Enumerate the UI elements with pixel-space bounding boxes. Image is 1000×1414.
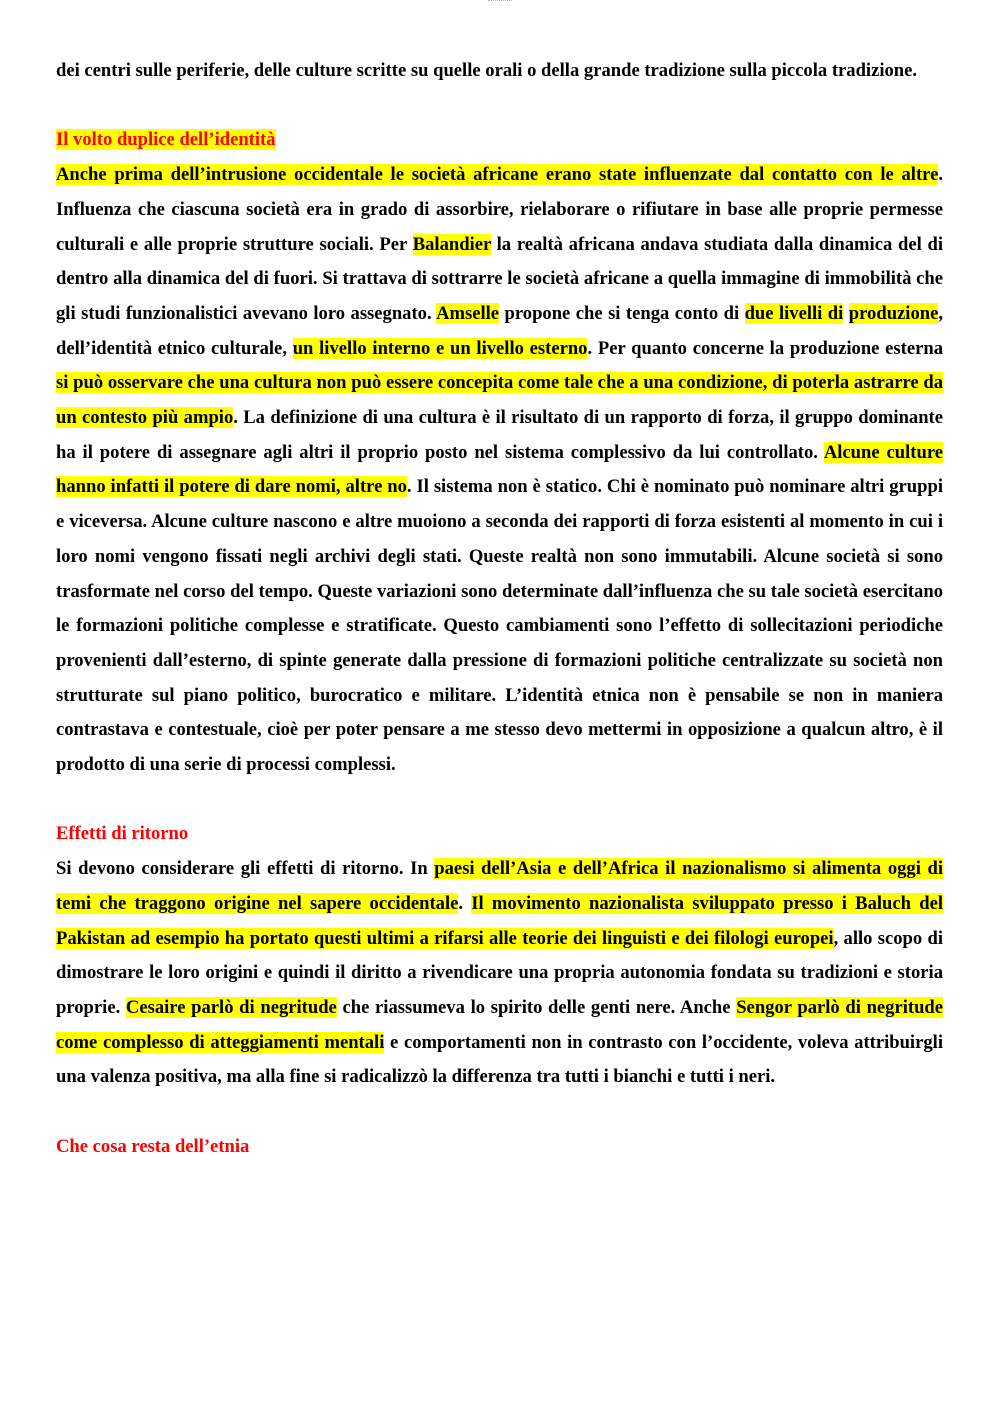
document-page bbox=[56, 54, 943, 1164]
text-run: Si devono considerare gli effetti di ritorno. In bbox=[56, 858, 435, 880]
page-top-marker bbox=[488, 0, 512, 3]
blank-line bbox=[56, 783, 943, 818]
heading-volto-duplice bbox=[56, 123, 943, 158]
heading-che-cosa-resta bbox=[56, 1130, 943, 1165]
text-run: . Influenza che ciascuna società era in grado di assorbire, rielaborare o rifiutare in base alle proprie permesse culturali e alle proprie strutture sociali. Per bbox=[56, 164, 943, 255]
highlighted-text: si può osservare che una cultura non può essere concepita come tale che a una condizione, di poterla astrarre da un contesto più ampio bbox=[56, 372, 943, 429]
highlighted-text: Balandier bbox=[412, 233, 491, 255]
highlighted-text: Alcune culture hanno infatti il potere di dare nomi, altre no bbox=[56, 441, 943, 498]
highlighted-text: produzione bbox=[848, 302, 939, 324]
highlighted-text: paesi dell’Asia e dell’Africa il nazionalismo si alimenta oggi di temi che traggono origine nel sapere occidentale bbox=[56, 858, 943, 914]
highlighted-text: un livello interno e un livello esterno bbox=[292, 337, 588, 359]
paragraph-volto-duplice bbox=[56, 158, 943, 783]
highlighted-text: Sengor parlò di negritude come complesso di atteggiamenti mentali bbox=[56, 996, 944, 1053]
text-run: la realtà africana andava studiata dalla dinamica del di dentro alla dinamica del di fuori. Si trattava di sottrarre le società africane a quella immagine di immobilità che gli studi funzionalistici avevano loro assegnato. bbox=[56, 233, 944, 324]
paragraph-intro-continuation bbox=[56, 54, 943, 89]
paragraph-effetti-ritorno bbox=[56, 852, 943, 1095]
text-run: . bbox=[458, 892, 472, 914]
text-run: Effetti di ritorno bbox=[56, 823, 189, 845]
text-run: . Per quanto concerne la produzione esterna bbox=[587, 337, 944, 359]
text-run: , allo scopo di dimostrare le loro origini e quindi il diritto a rivendicare una propria autonomia fondata su tradizioni e storia proprie. bbox=[56, 927, 944, 1018]
highlighted-text: Cesaire parlò di negritude bbox=[125, 996, 337, 1018]
text-run: . Il sistema non è statico. Chi è nominato può nominare altri gruppi e viceversa. Alcune culture nascono e altre muoiono a seconda dei rapporti di forza esistenti al momento in cui i loro nomi vengono fissati negli archivi degli stati. Queste realtà non sono immutabili. Alcune società si sono trasformate nel corso del tempo. Queste variazioni sono determinate dall’influenza che su tale società esercitano le formazioni politiche complesse e stratificate. Questo cambiamenti sono l’effetto di sollecitazioni periodiche provenienti dall’esterno, di spinte generate dalla pressione di formazioni politiche centralizzate su società non strutturate sul piano politico, burocratico e militare. L’identità etnica non è pensabile se non in maniera contrastava e contestuale, cioè per poter pensare a me stesso devo mettermi in opposizione a qualcun altro, è il prodotto di una serie di processi complessi. bbox=[56, 476, 943, 776]
blank-line bbox=[56, 1095, 943, 1130]
highlighted-text: Il volto duplice dell’identità bbox=[56, 129, 276, 151]
heading-effetti-ritorno bbox=[56, 817, 943, 852]
text-run: e comportamenti non in contrasto con l’occidente, voleva attribuirgli una valenza positiva, ma alla fine si radicalizzò la differenza tra tutti i bianchi e tutti i neri. bbox=[56, 1031, 943, 1088]
text-run: . La definizione di una cultura è il risultato di un rapporto di forza, il gruppo dominante ha il potere di assegnare agli altri il proprio posto nel sistema complessivo da lui controllato. bbox=[56, 407, 943, 463]
highlighted-text: due livelli di bbox=[744, 302, 844, 324]
blank-line bbox=[56, 89, 943, 124]
highlighted-text: Amselle bbox=[436, 302, 500, 324]
text-run bbox=[843, 303, 848, 324]
highlighted-text: Il movimento nazionalista sviluppato presso i Baluch del Pakistan ad esempio ha portato questi ultimi a rifarsi alle teorie dei linguisti e dei filologi europei bbox=[56, 892, 943, 949]
text-run: , dell’identità etnico culturale, bbox=[56, 302, 943, 359]
text-run: che riassumeva lo spirito delle genti nere. Anche bbox=[336, 996, 737, 1018]
highlighted-text: Anche prima dell’intrusione occidentale le società africane erano state influenzate dal contatto con le altre bbox=[56, 164, 939, 186]
text-run: propone che si tenga conto di bbox=[499, 302, 745, 324]
text-run: Che cosa resta dell’etnia bbox=[56, 1135, 250, 1157]
text-run: dei centri sulle periferie, delle culture scritte su quelle orali o della grande tradizione sulla piccola tradizione. bbox=[56, 60, 918, 81]
